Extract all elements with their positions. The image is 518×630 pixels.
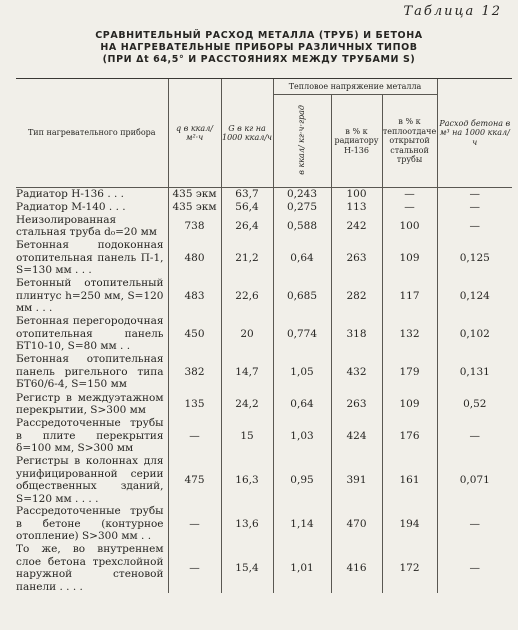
cell-stress-pct-radiator: 263 [331, 391, 382, 417]
table-row [16, 505, 512, 543]
table-row [16, 391, 512, 417]
comparison-table [16, 78, 512, 593]
cell-g: 14,7 [221, 353, 273, 391]
caption-line: НА НАГРЕВАТЕЛЬНЫЕ ПРИБОРЫ РАЗЛИЧНЫХ ТИПОВ [100, 42, 418, 53]
cell-concrete: 0,125 [437, 239, 512, 277]
table-row [16, 188, 512, 201]
row-name: Регистр в междуэтажном перекрытии, S>300 мм [16, 391, 164, 416]
cell-stress-pct-pipe: 109 [382, 239, 437, 277]
table-body [16, 188, 512, 594]
cell-stress-pct-radiator: 113 [331, 201, 382, 214]
cell-concrete: — [437, 188, 512, 201]
cell-q: 483 [168, 277, 221, 315]
cell-stress-pct-pipe: 194 [382, 505, 437, 543]
row-name: Рассредоточенные трубы в плите перекрытия δ=100 мм, S>300 мм [16, 417, 164, 455]
table-header [16, 79, 512, 188]
cell-concrete: — [437, 417, 512, 455]
cell-stress-pct-pipe: — [382, 188, 437, 201]
header-thermal-stress: Тепловое напряжение металла [273, 79, 437, 95]
table-row [16, 213, 512, 239]
table-row [16, 277, 512, 315]
cell-stress-pct-pipe: 132 [382, 315, 437, 353]
cell-stress-kcal: 0,588 [273, 213, 331, 239]
cell-stress-kcal: 0,685 [273, 277, 331, 315]
table-row [16, 353, 512, 391]
cell-stress-pct-pipe: 100 [382, 213, 437, 239]
header-stress-kcal [273, 95, 331, 188]
cell-g: 56,4 [221, 201, 273, 214]
cell-q: — [168, 417, 221, 455]
cell-g: 20 [221, 315, 273, 353]
cell-concrete: — [437, 543, 512, 593]
cell-stress-pct-radiator: 416 [331, 543, 382, 593]
caption-line: (ПРИ Δt 64,5° И РАССТОЯНИЯХ МЕЖДУ ТРУБАМИ S) [102, 54, 416, 65]
table-row [16, 417, 512, 455]
cell-q: 435 экм [168, 188, 221, 201]
cell-concrete: 0,102 [437, 315, 512, 353]
cell-concrete: 0,124 [437, 277, 512, 315]
table-number: Таблица 12 [403, 4, 502, 19]
header-stress-pct-radiator: в % к радиатору Н-136 [331, 95, 382, 188]
cell-concrete: — [437, 505, 512, 543]
header-q: q в ккал/м²·ч [168, 79, 221, 188]
row-name: Радиатор Н-136 . . . [16, 188, 125, 200]
cell-stress-pct-radiator: 432 [331, 353, 382, 391]
header-stress-pct-pipe: в % к теплоотдаче открытой стальной трубы [382, 95, 437, 188]
cell-stress-pct-pipe: 117 [382, 277, 437, 315]
cell-q: — [168, 505, 221, 543]
header-concrete: Расход бетона в м³ на 1000 ккал/ч [437, 79, 512, 188]
cell-q: 382 [168, 353, 221, 391]
cell-q: 480 [168, 239, 221, 277]
cell-concrete: 0,071 [437, 455, 512, 505]
cell-stress-kcal: 0,774 [273, 315, 331, 353]
cell-stress-pct-radiator: 470 [331, 505, 382, 543]
row-name: Рассредоточенные трубы в бетоне (контурное отопление) S>300 мм . . [16, 505, 164, 543]
row-name: Радиатор М-140 . . . [16, 200, 126, 213]
cell-stress-pct-pipe: 172 [382, 543, 437, 593]
cell-stress-kcal: 1,05 [273, 353, 331, 391]
cell-g: 22,6 [221, 277, 273, 315]
header-g: G в кг на 1000 ккал/ч [221, 79, 273, 188]
cell-stress-kcal: 0,95 [273, 455, 331, 505]
caption-line: СРАВНИТЕЛЬНЫЙ РАСХОД МЕТАЛЛА (ТРУБ) И БЕТОНА [95, 30, 423, 41]
cell-stress-kcal: 0,243 [273, 188, 331, 201]
table-row [16, 455, 512, 505]
cell-stress-pct-radiator: 100 [331, 188, 382, 201]
cell-concrete: — [437, 201, 512, 214]
cell-stress-kcal: 0,64 [273, 391, 331, 417]
cell-g: 63,7 [221, 188, 273, 201]
cell-g: 15,4 [221, 543, 273, 593]
cell-g: 16,3 [221, 455, 273, 505]
cell-stress-kcal: 1,01 [273, 543, 331, 593]
row-name: Бетонный отопительный плинтус h=250 мм, S=120 мм . . . [16, 277, 164, 315]
cell-q: 738 [168, 213, 221, 239]
row-name: Бетонная перегородочная отопительная панель БТ10-10, S=80 мм . . [16, 315, 164, 353]
cell-g: 26,4 [221, 213, 273, 239]
cell-stress-pct-pipe: 176 [382, 417, 437, 455]
cell-stress-pct-pipe: 179 [382, 353, 437, 391]
cell-stress-pct-pipe: — [382, 201, 437, 214]
header-device-type: Тип нагревательного прибора [16, 79, 168, 188]
cell-concrete: — [437, 213, 512, 239]
cell-stress-pct-pipe: 109 [382, 391, 437, 417]
cell-stress-kcal: 0,64 [273, 239, 331, 277]
cell-stress-pct-pipe: 161 [382, 455, 437, 505]
row-name: То же, во внутреннем слое бетона трехслойной наружной стеновой панели . . . . [16, 543, 164, 593]
cell-stress-pct-radiator: 318 [331, 315, 382, 353]
table-row [16, 239, 512, 277]
cell-stress-pct-radiator: 391 [331, 455, 382, 505]
header-stress-kcal-text: в ккал/ кг·ч·град [297, 104, 307, 175]
cell-q: — [168, 543, 221, 593]
cell-concrete: 0,52 [437, 391, 512, 417]
table-row [16, 315, 512, 353]
table-caption [30, 30, 488, 66]
cell-stress-kcal: 0,275 [273, 201, 331, 214]
cell-stress-pct-radiator: 282 [331, 277, 382, 315]
row-name: Неизолированная стальная труба d₀=20 мм [16, 213, 157, 238]
cell-q: 475 [168, 455, 221, 505]
cell-stress-pct-radiator: 424 [331, 417, 382, 455]
row-name: Регистры в колоннах для унифицированной серии общественных зданий, S=120 мм . . . . [16, 455, 164, 505]
cell-stress-pct-radiator: 263 [331, 239, 382, 277]
cell-q: 435 экм [168, 201, 221, 214]
row-name: Бетонная отопительная панель ригельного типа БТ60/6-4, S=150 мм [16, 353, 164, 391]
cell-concrete: 0,131 [437, 353, 512, 391]
cell-g: 13,6 [221, 505, 273, 543]
cell-stress-kcal: 1,03 [273, 417, 331, 455]
cell-q: 135 [168, 391, 221, 417]
cell-g: 24,2 [221, 391, 273, 417]
row-name: Бетонная подоконная отопительная панель П-1, S=130 мм . . . [16, 239, 164, 277]
cell-q: 450 [168, 315, 221, 353]
cell-g: 21,2 [221, 239, 273, 277]
cell-stress-kcal: 1,14 [273, 505, 331, 543]
table-row [16, 201, 512, 214]
table-row [16, 543, 512, 593]
cell-g: 15 [221, 417, 273, 455]
cell-stress-pct-radiator: 242 [331, 213, 382, 239]
